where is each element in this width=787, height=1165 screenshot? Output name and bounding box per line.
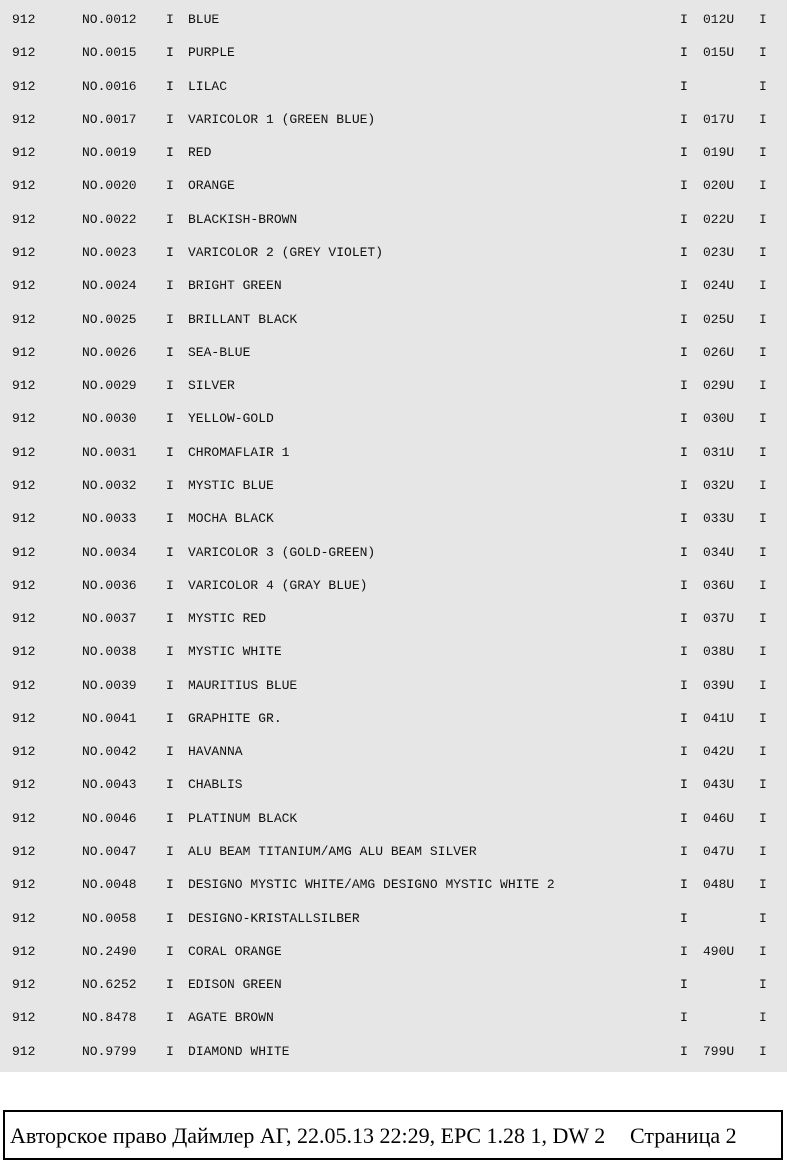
paint-number: NO.0030 [82,411,137,427]
column-separator: I [166,1010,174,1026]
column-separator: I [759,244,767,260]
column-separator: I [759,278,767,294]
paint-code: 026U [703,344,735,360]
paint-number: NO.0020 [82,178,137,194]
column-separator: I [759,12,767,27]
column-separator: I [166,744,174,760]
table-row [0,969,787,1002]
paint-group-code: 912 [12,910,36,926]
paint-number: NO.0031 [82,444,137,460]
column-separator: I [166,1043,174,1059]
paint-number: NO.0048 [82,877,137,893]
paint-name: CORAL ORANGE [188,943,282,959]
paint-code: 012U [703,12,735,27]
paint-group-code: 912 [12,411,36,427]
table-rows [0,4,787,1069]
paint-name: DIAMOND WHITE [188,1043,290,1059]
table-row [0,470,787,503]
paint-number: NO.6252 [82,977,137,993]
table-row [0,403,787,436]
column-separator: I [680,677,688,693]
column-separator: I [166,943,174,959]
column-separator: I [680,444,688,460]
column-separator: I [759,411,767,427]
paint-code: 020U [703,178,735,194]
paint-group-code: 912 [12,943,36,959]
paint-group-code: 912 [12,244,36,260]
paint-number: NO.0033 [82,511,137,527]
table-row [0,170,787,203]
paint-name: DESIGNO MYSTIC WHITE/AMG DESIGNO MYSTIC WHITE 2 [188,877,555,893]
column-separator: I [680,344,688,360]
paint-code: 039U [703,677,735,693]
table-row [0,703,787,736]
column-separator: I [680,278,688,294]
paint-code: 033U [703,511,735,527]
table-row [0,769,787,802]
column-separator: I [680,577,688,593]
column-separator: I [166,677,174,693]
paint-number: NO.0012 [82,12,137,27]
column-separator: I [166,444,174,460]
table-row [0,836,787,869]
paint-name: VARICOLOR 1 (GREEN BLUE) [188,111,376,127]
paint-code: 015U [703,45,735,61]
paint-number: NO.0043 [82,777,137,793]
column-separator: I [166,178,174,194]
column-separator: I [759,511,767,527]
paint-code: 025U [703,311,735,327]
paint-number: NO.0034 [82,544,137,560]
paint-name: BRIGHT GREEN [188,278,282,294]
paint-code: 042U [703,744,735,760]
paint-code: 047U [703,844,735,860]
column-separator: I [680,12,688,27]
column-separator: I [680,411,688,427]
paint-group-code: 912 [12,178,36,194]
column-separator: I [166,278,174,294]
column-separator: I [759,378,767,394]
paint-name: ALU BEAM TITANIUM/AMG ALU BEAM SILVER [188,844,477,860]
paint-code: 030U [703,411,735,427]
paint-name: BLACKISH-BROWN [188,211,298,227]
column-separator: I [759,1043,767,1059]
column-separator: I [680,477,688,493]
paint-number: NO.0022 [82,211,137,227]
column-separator: I [759,444,767,460]
column-separator: I [166,511,174,527]
column-separator: I [680,910,688,926]
paint-group-code: 912 [12,78,36,94]
paint-name: CHROMAFLAIR 1 [188,444,290,460]
column-separator: I [166,145,174,161]
table-row [0,104,787,137]
column-separator: I [166,211,174,227]
paint-name: MAURITIUS BLUE [188,677,298,693]
paint-group-code: 912 [12,777,36,793]
column-separator: I [759,544,767,560]
paint-group-code: 912 [12,1010,36,1026]
paint-code: 038U [703,644,735,660]
paint-group-code: 912 [12,744,36,760]
column-separator: I [680,777,688,793]
column-separator: I [680,311,688,327]
column-separator: I [759,1010,767,1026]
column-separator: I [759,111,767,127]
paint-group-code: 912 [12,45,36,61]
paint-name: YELLOW-GOLD [188,411,274,427]
column-separator: I [166,810,174,826]
paint-number: NO.0017 [82,111,137,127]
column-separator: I [680,78,688,94]
paint-name: MOCHA BLACK [188,511,274,527]
column-separator: I [680,1043,688,1059]
paint-group-code: 912 [12,1043,36,1059]
column-separator: I [759,710,767,726]
column-separator: I [166,910,174,926]
column-separator: I [680,810,688,826]
table-row [0,636,787,669]
paint-name: HAVANNA [188,744,243,760]
paint-name: BRILLANT BLACK [188,311,298,327]
paint-name: DESIGNO-KRISTALLSILBER [188,910,360,926]
table-row [0,936,787,969]
paint-number: NO.2490 [82,943,137,959]
paint-number: NO.0037 [82,611,137,627]
table-row [0,869,787,902]
column-separator: I [759,78,767,94]
table-row [0,670,787,703]
column-separator: I [759,943,767,959]
copyright-text: Авторское право Даймлер АГ, 22.05.13 22:29, EPC 1.28 1, DW 2 [10,1123,606,1148]
column-separator: I [759,611,767,627]
table-row [0,603,787,636]
column-separator: I [680,511,688,527]
paint-code: 031U [703,444,735,460]
paint-name: ORANGE [188,178,235,194]
paint-name: AGATE BROWN [188,1010,274,1026]
column-separator: I [680,145,688,161]
paint-code: 032U [703,477,735,493]
column-separator: I [680,378,688,394]
paint-code: 043U [703,777,735,793]
paint-number: NO.0039 [82,677,137,693]
paint-code: 019U [703,145,735,161]
column-separator: I [166,977,174,993]
column-separator: I [680,211,688,227]
column-separator: I [759,344,767,360]
paint-group-code: 912 [12,12,36,27]
paint-number: NO.0032 [82,477,137,493]
paint-number: NO.0047 [82,844,137,860]
column-separator: I [680,178,688,194]
footer-box [3,1110,783,1160]
column-separator: I [759,178,767,194]
column-separator: I [680,111,688,127]
column-separator: I [759,677,767,693]
paint-group-code: 912 [12,311,36,327]
paint-name: VARICOLOR 4 (GRAY BLUE) [188,577,368,593]
column-separator: I [166,111,174,127]
column-separator: I [759,211,767,227]
paint-name: CHABLIS [188,777,243,793]
column-separator: I [759,810,767,826]
table-row [0,237,787,270]
column-separator: I [166,877,174,893]
column-separator: I [759,644,767,660]
column-separator: I [166,378,174,394]
column-separator: I [680,45,688,61]
paint-group-code: 912 [12,977,36,993]
column-separator: I [759,311,767,327]
table-row [0,903,787,936]
column-separator: I [759,45,767,61]
table-row [0,437,787,470]
table-row [0,736,787,769]
paint-number: NO.0036 [82,577,137,593]
paint-name: PURPLE [188,45,235,61]
paint-name: BLUE [188,12,220,27]
column-separator: I [166,411,174,427]
paint-number: NO.0042 [82,744,137,760]
paint-number: NO.0046 [82,810,137,826]
paint-name: SILVER [188,378,235,394]
paint-code: 022U [703,211,735,227]
paint-number: NO.0019 [82,145,137,161]
paint-group-code: 912 [12,211,36,227]
column-separator: I [166,344,174,360]
paint-code: 046U [703,810,735,826]
paint-name: VARICOLOR 2 (GREY VIOLET) [188,244,384,260]
paint-group-code: 912 [12,577,36,593]
column-separator: I [166,644,174,660]
table-row [0,4,787,37]
table-row [0,803,787,836]
column-separator: I [166,244,174,260]
paint-code: 034U [703,544,735,560]
table-row [0,1002,787,1035]
paint-code: 017U [703,111,735,127]
paint-name: MYSTIC RED [188,611,267,627]
paint-number: NO.8478 [82,1010,137,1026]
paint-code: 041U [703,710,735,726]
paint-name: SEA-BLUE [188,344,251,360]
paint-group-code: 912 [12,511,36,527]
column-separator: I [166,611,174,627]
paint-group-code: 912 [12,544,36,560]
paint-code: 024U [703,278,735,294]
column-separator: I [166,477,174,493]
paint-group-code: 912 [12,644,36,660]
paint-name: GRAPHITE GR. [188,710,282,726]
table-row [0,204,787,237]
column-separator: I [759,910,767,926]
column-separator: I [166,544,174,560]
column-separator: I [680,844,688,860]
column-separator: I [759,877,767,893]
column-separator: I [166,78,174,94]
paint-group-code: 912 [12,145,36,161]
paint-code: 799U [703,1043,735,1059]
paint-number: NO.0016 [82,78,137,94]
table-row [0,570,787,603]
paint-name: RED [188,145,212,161]
column-separator: I [166,45,174,61]
paint-group-code: 912 [12,344,36,360]
table-row [0,337,787,370]
column-separator: I [759,145,767,161]
paint-group-code: 912 [12,278,36,294]
column-separator: I [680,544,688,560]
paint-name: VARICOLOR 3 (GOLD-GREEN) [188,544,376,560]
column-separator: I [680,877,688,893]
paint-number: NO.0041 [82,710,137,726]
column-separator: I [680,1010,688,1026]
page-number: Страница 2 [630,1123,737,1148]
column-separator: I [680,943,688,959]
paint-code: 048U [703,877,735,893]
paint-group-code: 912 [12,677,36,693]
paint-code: 490U [703,943,735,959]
table-row [0,370,787,403]
column-separator: I [680,611,688,627]
column-separator: I [759,844,767,860]
paint-code: 023U [703,244,735,260]
paint-group-code: 912 [12,877,36,893]
table-row [0,37,787,70]
paint-number: NO.9799 [82,1043,137,1059]
paint-group-code: 912 [12,444,36,460]
paint-number: NO.0024 [82,278,137,294]
paint-number: NO.0058 [82,910,137,926]
column-separator: I [680,244,688,260]
column-separator: I [680,644,688,660]
paint-name: LILAC [188,78,228,94]
table-row [0,71,787,104]
table-row [0,270,787,303]
paint-number: NO.0015 [82,45,137,61]
column-separator: I [166,577,174,593]
table-row [0,304,787,337]
column-separator: I [759,744,767,760]
paint-code: 037U [703,611,735,627]
paint-code: 036U [703,577,735,593]
column-separator: I [166,777,174,793]
paint-name: MYSTIC BLUE [188,477,274,493]
paint-group-code: 912 [12,844,36,860]
table-row [0,537,787,570]
table-row [0,1036,787,1069]
paint-group-code: 912 [12,810,36,826]
column-separator: I [166,710,174,726]
paint-name: MYSTIC WHITE [188,644,282,660]
column-separator: I [680,744,688,760]
column-separator: I [680,710,688,726]
column-separator: I [166,12,174,27]
paint-code: 029U [703,378,735,394]
paint-number: NO.0038 [82,644,137,660]
table-row [0,137,787,170]
column-separator: I [680,977,688,993]
paint-number: NO.0025 [82,311,137,327]
column-separator: I [759,577,767,593]
column-separator: I [166,844,174,860]
paint-group-code: 912 [12,378,36,394]
paint-group-code: 912 [12,477,36,493]
paint-number: NO.0023 [82,244,137,260]
column-separator: I [166,311,174,327]
column-separator: I [759,977,767,993]
paint-group-code: 912 [12,710,36,726]
paint-group-code: 912 [12,111,36,127]
paint-name: EDISON GREEN [188,977,282,993]
paint-number: NO.0029 [82,378,137,394]
column-separator: I [759,477,767,493]
paint-number: NO.0026 [82,344,137,360]
table-row [0,503,787,536]
paint-group-code: 912 [12,611,36,627]
paint-name: PLATINUM BLACK [188,810,298,826]
column-separator: I [759,777,767,793]
